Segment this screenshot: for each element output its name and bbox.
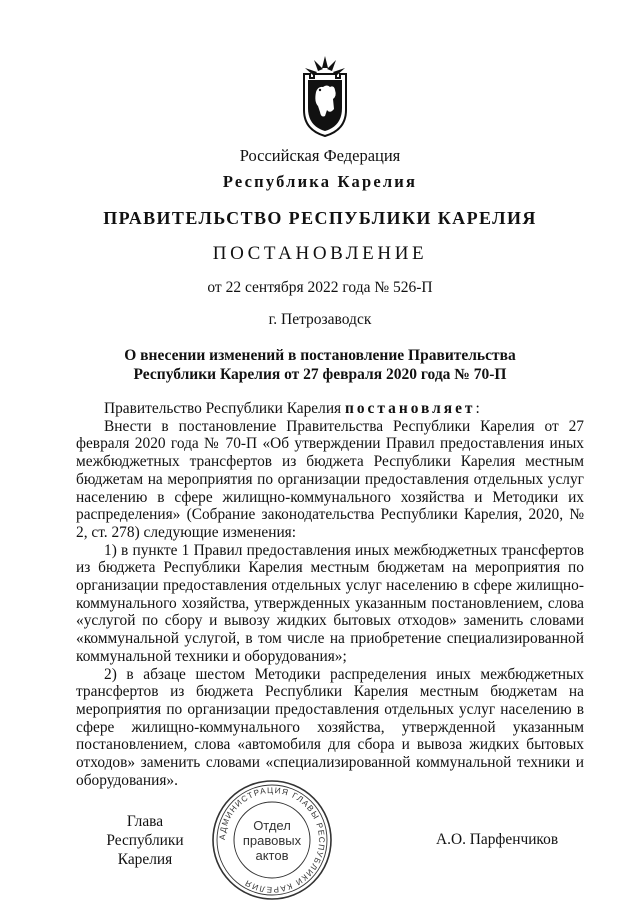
stamp-line-2: правовых <box>242 833 302 848</box>
signatory-role-line-1: Глава <box>126 813 164 830</box>
title-line-2: Республики Карелия от 27 февраля 2020 года № 70-П <box>133 366 507 383</box>
stamp-ring-text: АДМИНИСТРАЦИЯ ГЛАВЫ РЕСПУБЛИКИ КАРЕЛИЯ <box>217 785 327 895</box>
paragraph-amendment: Внести в постановление Правительства Республики Карелия от 27 февраля 2020 года № 70-П «Об утверждении Правил предоставления иных межбюджетных трансфертов из бюджета Республики Карелия местным бюджетам на мероприятия по организации предоставления отдельных услуг населению в сфере жилищно-коммунального хозяйства и Методики их распределения» (Собрание законодательства Республики Карелия, 2020, № 2, ст. 278) следующие изменения: <box>76 417 584 541</box>
date-number-line: от 22 сентября 2022 года № 526-П <box>207 279 433 296</box>
document-body <box>76 400 584 789</box>
stamp-line-1: Отдел <box>253 818 291 833</box>
document-title <box>0 346 640 384</box>
stamp-line-3: актов <box>255 848 289 863</box>
resolution-intro <box>76 400 584 418</box>
country-name: Российская Федерация <box>239 146 401 165</box>
paragraph-item-1: 1) в пункте 1 Правил предоставления иных межбюджетных трансфертов из бюджета Республики Карелия местным бюджетам на мероприятия по организации предоставления отдельных услуг населению в сфере жилищно-коммунального хозяйства, утвержденных указанным постановлением, слова «услугой по сбору и вывозу жидких бытовых отходов» заменить словами «коммунальной услугой, в том числе на приобретение специализированной коммунальной техники и оборудования»; <box>76 541 584 665</box>
republic-name: Республика Карелия <box>222 172 418 191</box>
resolves-keyword: постановляет <box>344 400 476 417</box>
official-stamp <box>210 778 334 902</box>
signatory-role-line-2: Республики Карелия <box>106 832 184 868</box>
signatory-title <box>80 812 210 869</box>
document-type: ПОСТАНОВЛЕНИЕ <box>212 243 428 264</box>
title-line-1: О внесении изменений в постановление Правительства <box>124 347 516 364</box>
intro-suffix: : <box>475 400 480 417</box>
signatory-name: А.О. Парфенчиков <box>436 831 559 848</box>
paragraph-item-2: 2) в абзаце шестом Методики распределения иных межбюджетных трансфертов из бюджета Республики Карелия местным бюджетам на мероприятия по организации предоставления отдельных услуг населению в сфере жилищно-коммунального хозяйства, утвержденной указанным постановлением, слова «автомобиля для сбора и вывоза жидких бытовых отходов» заменить словами «специализированной коммунальной техники и оборудования». <box>76 665 584 789</box>
intro-prefix: Правительство Республики Карелия <box>104 400 345 417</box>
city-line: г. Петрозаводск <box>268 311 372 328</box>
government-name: ПРАВИТЕЛЬСТВО РЕСПУБЛИКИ КАРЕЛИЯ <box>103 208 537 228</box>
coat-of-arms-icon <box>296 54 354 138</box>
